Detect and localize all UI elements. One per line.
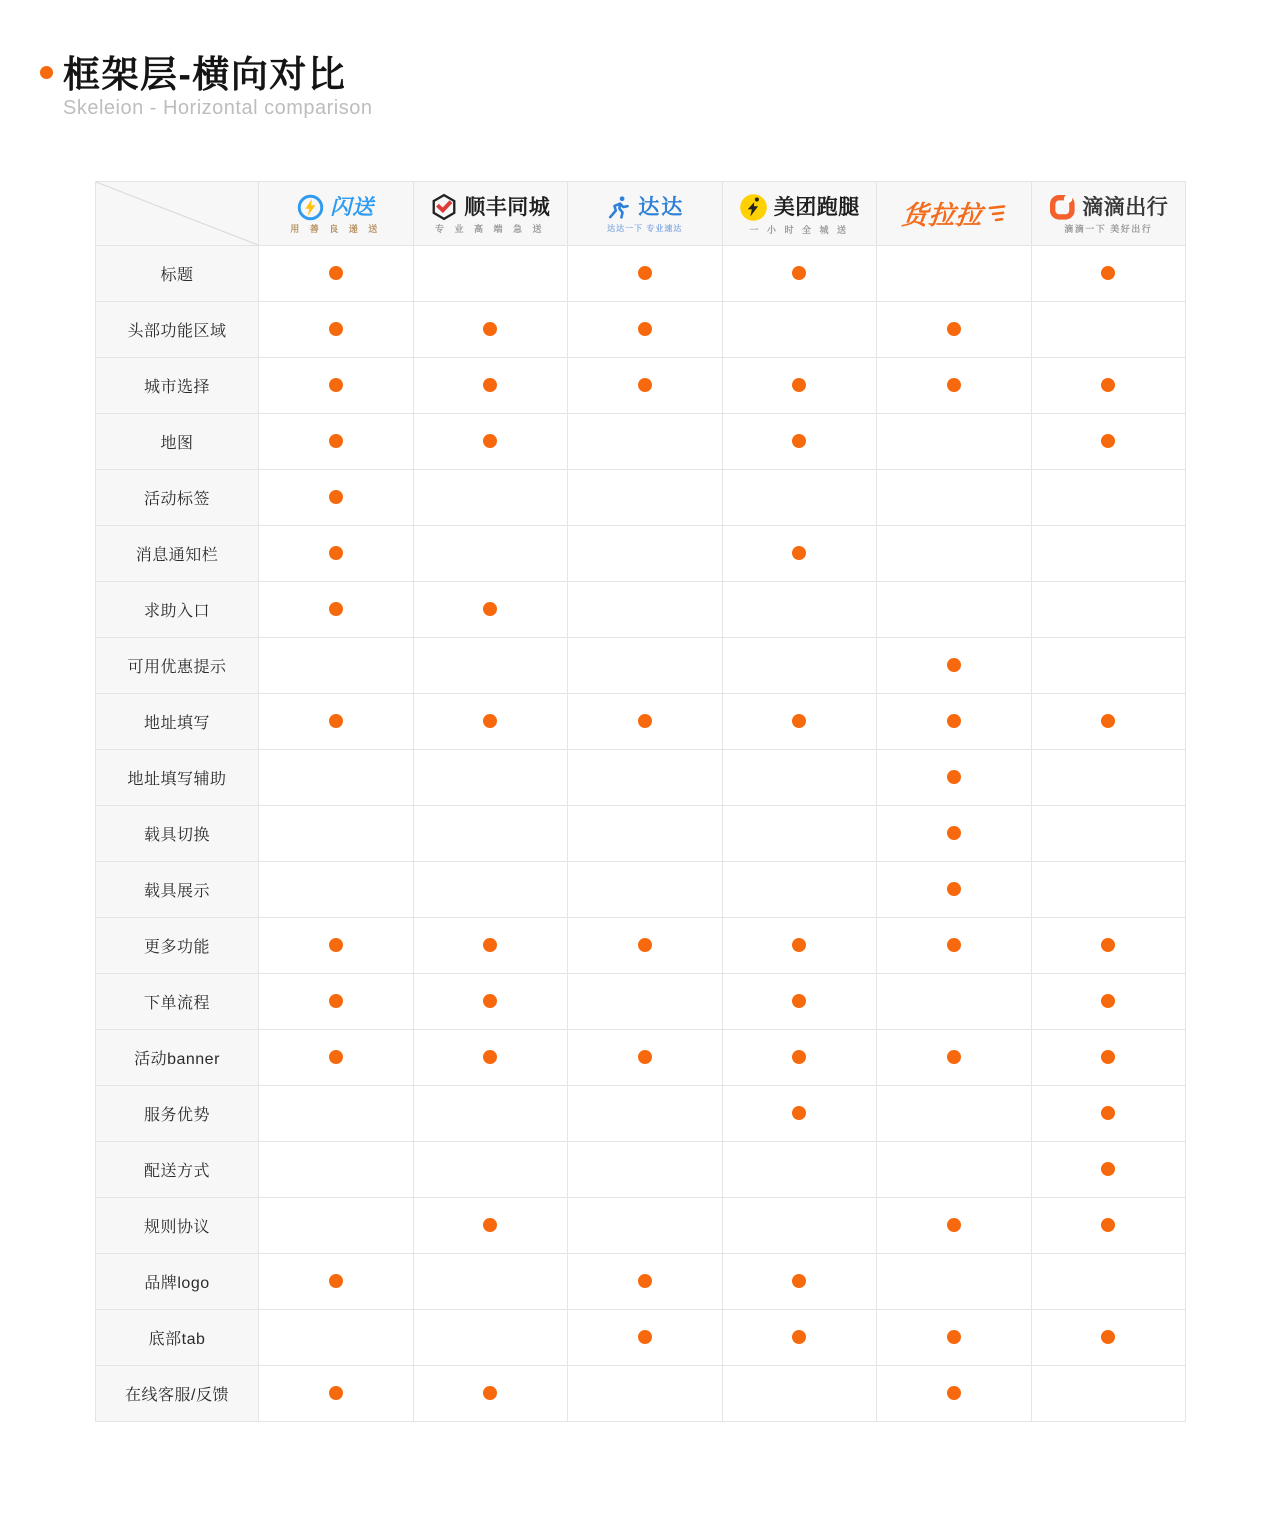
matrix-cell <box>1031 246 1186 302</box>
table-row <box>96 414 1186 470</box>
feature-dot <box>792 1330 806 1344</box>
matrix-cell <box>722 638 877 694</box>
brand-tagline: 专 业 高 端 急 送 <box>434 224 546 234</box>
row-label: 可用优惠提示 <box>96 638 259 694</box>
matrix-cell <box>722 750 877 806</box>
matrix-cell <box>259 1198 414 1254</box>
matrix-cell <box>259 1030 414 1086</box>
feature-dot <box>792 938 806 952</box>
matrix-cell <box>413 470 568 526</box>
matrix-cell <box>413 1142 568 1198</box>
matrix-cell <box>259 918 414 974</box>
brand-name: 闪送 <box>330 195 375 219</box>
matrix-cell <box>877 750 1032 806</box>
feature-dot <box>329 1274 343 1288</box>
feature-dot <box>1101 994 1115 1008</box>
matrix-body <box>96 246 1186 1422</box>
matrix-cell <box>568 750 723 806</box>
feature-dot <box>329 378 343 392</box>
matrix-cell <box>877 1198 1032 1254</box>
matrix-cell <box>568 1030 723 1086</box>
feature-dot <box>329 994 343 1008</box>
row-label: 头部功能区域 <box>96 302 259 358</box>
brand-tagline: 一 小 时 全 城 送 <box>749 224 849 235</box>
matrix-cell <box>722 414 877 470</box>
table-row <box>96 806 1186 862</box>
matrix-cell <box>568 1366 723 1422</box>
matrix-cell <box>722 1198 877 1254</box>
bullet-icon <box>40 66 53 79</box>
column-header-shansong <box>259 182 414 246</box>
feature-dot <box>638 938 652 952</box>
matrix-cell <box>877 246 1032 302</box>
feature-dot <box>1101 1050 1115 1064</box>
brand-name: 货拉拉 <box>900 200 985 230</box>
page-header <box>40 44 346 98</box>
row-label: 载具展示 <box>96 862 259 918</box>
feature-dot <box>792 1274 806 1288</box>
feature-dot <box>792 266 806 280</box>
brand-tagline: 达达一下 专业速达 <box>607 224 683 233</box>
matrix-cell <box>259 750 414 806</box>
matrix-cell <box>722 582 877 638</box>
feature-dot <box>638 1274 652 1288</box>
matrix-cell <box>259 526 414 582</box>
matrix-cell <box>259 974 414 1030</box>
matrix-cell <box>1031 974 1186 1030</box>
table-row <box>96 1254 1186 1310</box>
matrix-cell <box>259 694 414 750</box>
matrix-cell <box>1031 918 1186 974</box>
matrix-cell <box>568 1086 723 1142</box>
matrix-cell <box>413 246 568 302</box>
table-row <box>96 470 1186 526</box>
matrix-cell <box>568 526 723 582</box>
brand-name: 滴滴出行 <box>1082 195 1169 219</box>
matrix-cell <box>1031 470 1186 526</box>
matrix-cell <box>1031 750 1186 806</box>
table-row <box>96 638 1186 694</box>
matrix-cell <box>259 1142 414 1198</box>
matrix-cell <box>722 1310 877 1366</box>
feature-dot <box>483 714 497 728</box>
matrix-cell <box>877 694 1032 750</box>
matrix-cell <box>568 302 723 358</box>
matrix-cell <box>1031 582 1186 638</box>
matrix-cell <box>413 1366 568 1422</box>
feature-dot <box>483 1050 497 1064</box>
matrix-cell <box>568 414 723 470</box>
row-label: 下单流程 <box>96 974 259 1030</box>
corner-cell <box>96 182 259 246</box>
matrix-cell <box>413 750 568 806</box>
row-label: 消息通知栏 <box>96 526 259 582</box>
matrix-cell <box>413 638 568 694</box>
table-row <box>96 694 1186 750</box>
matrix-cell <box>568 470 723 526</box>
row-label: 城市选择 <box>96 358 259 414</box>
column-header-meituan-paotui <box>722 182 877 246</box>
matrix-cell <box>259 806 414 862</box>
feature-dot <box>1101 1330 1115 1344</box>
matrix-cell <box>413 694 568 750</box>
matrix-cell <box>568 582 723 638</box>
feature-dot <box>638 1050 652 1064</box>
feature-dot <box>638 714 652 728</box>
brand-name: 美团跑腿 <box>773 195 860 219</box>
matrix-cell <box>1031 1310 1186 1366</box>
feature-dot <box>792 714 806 728</box>
table-row <box>96 1310 1186 1366</box>
feature-dot <box>329 1386 343 1400</box>
matrix-cell <box>413 918 568 974</box>
feature-dot <box>329 938 343 952</box>
matrix-cell <box>722 526 877 582</box>
matrix-cell <box>1031 1366 1186 1422</box>
feature-dot <box>638 266 652 280</box>
matrix-cell <box>722 1254 877 1310</box>
feature-dot <box>947 1050 961 1064</box>
feature-dot <box>483 994 497 1008</box>
matrix-cell <box>1031 694 1186 750</box>
matrix-cell <box>1031 1254 1186 1310</box>
matrix-cell <box>413 582 568 638</box>
matrix-cell <box>877 918 1032 974</box>
feature-dot <box>638 322 652 336</box>
feature-dot <box>329 546 343 560</box>
matrix-cell <box>413 1030 568 1086</box>
feature-dot <box>483 1386 497 1400</box>
feature-dot <box>1101 378 1115 392</box>
feature-dot <box>1101 1106 1115 1120</box>
meituan-runner-circle-icon <box>739 193 768 222</box>
feature-dot <box>329 490 343 504</box>
matrix-cell <box>259 1254 414 1310</box>
feature-dot <box>947 378 961 392</box>
brand-tagline: 用 善 良 递 送 <box>290 223 382 234</box>
table-row <box>96 526 1186 582</box>
feature-dot <box>792 434 806 448</box>
page-subtitle: Skeleion - Horizontal comparison <box>63 97 373 119</box>
row-label: 地图 <box>96 414 259 470</box>
row-label: 更多功能 <box>96 918 259 974</box>
matrix-cell <box>568 862 723 918</box>
feature-dot <box>792 1106 806 1120</box>
matrix-cell <box>1031 862 1186 918</box>
table-row <box>96 750 1186 806</box>
matrix-cell <box>259 1310 414 1366</box>
matrix-cell <box>259 638 414 694</box>
matrix-cell <box>722 806 877 862</box>
matrix-cell <box>877 1086 1032 1142</box>
matrix-cell <box>568 1142 723 1198</box>
feature-dot <box>1101 434 1115 448</box>
matrix-cell <box>413 1254 568 1310</box>
brand-tagline: 滴滴一下 美好出行 <box>1064 224 1153 234</box>
feature-dot <box>329 1050 343 1064</box>
matrix-cell <box>413 1198 568 1254</box>
table-row <box>96 1086 1186 1142</box>
table-row <box>96 246 1186 302</box>
feature-dot <box>483 602 497 616</box>
matrix-cell <box>259 862 414 918</box>
matrix-cell <box>722 862 877 918</box>
page-title: 框架层-横向对比 <box>63 54 347 95</box>
matrix-cell <box>413 526 568 582</box>
matrix-cell <box>1031 1198 1186 1254</box>
matrix-cell <box>722 358 877 414</box>
feature-dot <box>483 378 497 392</box>
matrix-cell <box>568 1198 723 1254</box>
matrix-cell <box>722 470 877 526</box>
diagonal-line <box>96 182 258 245</box>
feature-dot <box>638 1330 652 1344</box>
table-row <box>96 862 1186 918</box>
header-row <box>96 182 1186 246</box>
row-label: 品牌logo <box>96 1254 259 1310</box>
row-label: 在线客服/反馈 <box>96 1366 259 1422</box>
feature-dot <box>947 882 961 896</box>
feature-dot <box>792 994 806 1008</box>
matrix-cell <box>722 1030 877 1086</box>
matrix-cell <box>1031 1030 1186 1086</box>
row-label: 规则协议 <box>96 1198 259 1254</box>
feature-dot <box>947 1386 961 1400</box>
matrix-cell <box>568 246 723 302</box>
table-row <box>96 1366 1186 1422</box>
matrix-cell <box>722 1366 877 1422</box>
matrix-cell <box>722 302 877 358</box>
feature-dot <box>329 434 343 448</box>
table-row <box>96 358 1186 414</box>
row-label: 服务优势 <box>96 1086 259 1142</box>
matrix-cell <box>722 918 877 974</box>
matrix-cell <box>877 1030 1032 1086</box>
feature-dot <box>792 546 806 560</box>
matrix-cell <box>1031 414 1186 470</box>
feature-dot <box>329 266 343 280</box>
matrix-cell <box>413 414 568 470</box>
feature-dot <box>1101 1162 1115 1176</box>
column-header-sf-intracity <box>413 182 568 246</box>
matrix-cell <box>568 694 723 750</box>
matrix-cell <box>1031 302 1186 358</box>
matrix-cell <box>413 1086 568 1142</box>
feature-dot <box>947 714 961 728</box>
table-row <box>96 582 1186 638</box>
matrix-cell <box>1031 1142 1186 1198</box>
matrix-cell <box>877 806 1032 862</box>
table-row <box>96 1030 1186 1086</box>
matrix-cell <box>1031 526 1186 582</box>
feature-dot <box>1101 714 1115 728</box>
row-label: 底部tab <box>96 1310 259 1366</box>
matrix-cell <box>413 862 568 918</box>
feature-dot <box>947 770 961 784</box>
matrix-cell <box>259 414 414 470</box>
matrix-cell <box>722 246 877 302</box>
flashex-lightning-circle-icon <box>297 194 324 221</box>
matrix-cell <box>877 414 1032 470</box>
matrix-cell <box>877 470 1032 526</box>
matrix-cell <box>259 582 414 638</box>
table-row <box>96 1142 1186 1198</box>
column-header-huolala <box>877 182 1032 246</box>
column-header-dada <box>568 182 723 246</box>
row-label: 地址填写辅助 <box>96 750 259 806</box>
matrix-cell <box>877 1310 1032 1366</box>
matrix-cell <box>568 974 723 1030</box>
feature-dot <box>483 434 497 448</box>
matrix-cell <box>722 1142 877 1198</box>
feature-dot <box>947 322 961 336</box>
feature-dot <box>329 322 343 336</box>
matrix-cell <box>877 582 1032 638</box>
matrix-cell <box>259 246 414 302</box>
table-row <box>96 302 1186 358</box>
matrix-cell <box>877 358 1032 414</box>
matrix-cell <box>568 918 723 974</box>
feature-dot <box>1101 938 1115 952</box>
matrix-cell <box>259 470 414 526</box>
feature-dot <box>638 378 652 392</box>
matrix-cell <box>1031 1086 1186 1142</box>
matrix-cell <box>722 1086 877 1142</box>
feature-dot <box>329 602 343 616</box>
row-label: 活动标签 <box>96 470 259 526</box>
matrix-cell <box>877 1254 1032 1310</box>
column-header-didi <box>1031 182 1186 246</box>
comparison-table <box>95 181 1186 1422</box>
matrix-cell <box>568 1310 723 1366</box>
matrix-cell <box>877 526 1032 582</box>
matrix-cell <box>413 806 568 862</box>
matrix-cell <box>877 974 1032 1030</box>
row-label: 配送方式 <box>96 1142 259 1198</box>
row-label: 标题 <box>96 246 259 302</box>
matrix-cell <box>413 1310 568 1366</box>
row-label: 载具切换 <box>96 806 259 862</box>
matrix-cell <box>877 302 1032 358</box>
matrix-cell <box>568 358 723 414</box>
feature-dot <box>329 714 343 728</box>
row-label: 地址填写 <box>96 694 259 750</box>
brand-name: 达达 <box>638 196 685 219</box>
table-row <box>96 1198 1186 1254</box>
row-label: 活动banner <box>96 1030 259 1086</box>
feature-dot <box>792 378 806 392</box>
matrix-cell <box>1031 806 1186 862</box>
matrix-cell <box>259 1086 414 1142</box>
table-row <box>96 918 1186 974</box>
didi-d-icon <box>1048 193 1076 221</box>
matrix-cell <box>568 638 723 694</box>
matrix-cell <box>722 974 877 1030</box>
matrix-cell <box>413 302 568 358</box>
matrix-cell <box>877 638 1032 694</box>
matrix-cell <box>259 358 414 414</box>
brand-name: 顺丰同城 <box>464 195 551 219</box>
feature-dot <box>947 1218 961 1232</box>
matrix-cell <box>259 1366 414 1422</box>
matrix-cell <box>568 806 723 862</box>
matrix-cell <box>877 1366 1032 1422</box>
feature-dot <box>792 1050 806 1064</box>
matrix-cell <box>1031 638 1186 694</box>
matrix-cell <box>259 302 414 358</box>
feature-dot <box>1101 1218 1115 1232</box>
feature-dot <box>483 938 497 952</box>
dada-runner-icon <box>605 194 632 221</box>
feature-dot <box>947 938 961 952</box>
feature-dot <box>947 826 961 840</box>
table-row <box>96 974 1186 1030</box>
feature-dot <box>483 322 497 336</box>
feature-dot <box>947 658 961 672</box>
matrix-cell <box>413 358 568 414</box>
feature-dot <box>1101 266 1115 280</box>
matrix-cell <box>877 1142 1032 1198</box>
feature-dot <box>483 1218 497 1232</box>
matrix-cell <box>413 974 568 1030</box>
matrix-cell <box>877 862 1032 918</box>
huolala-speedlines-icon <box>986 203 1006 225</box>
matrix-cell <box>1031 358 1186 414</box>
matrix-cell <box>568 1254 723 1310</box>
row-label: 求助入口 <box>96 582 259 638</box>
feature-dot <box>947 1330 961 1344</box>
matrix-cell <box>722 694 877 750</box>
sf-hexagon-check-icon <box>430 193 458 221</box>
